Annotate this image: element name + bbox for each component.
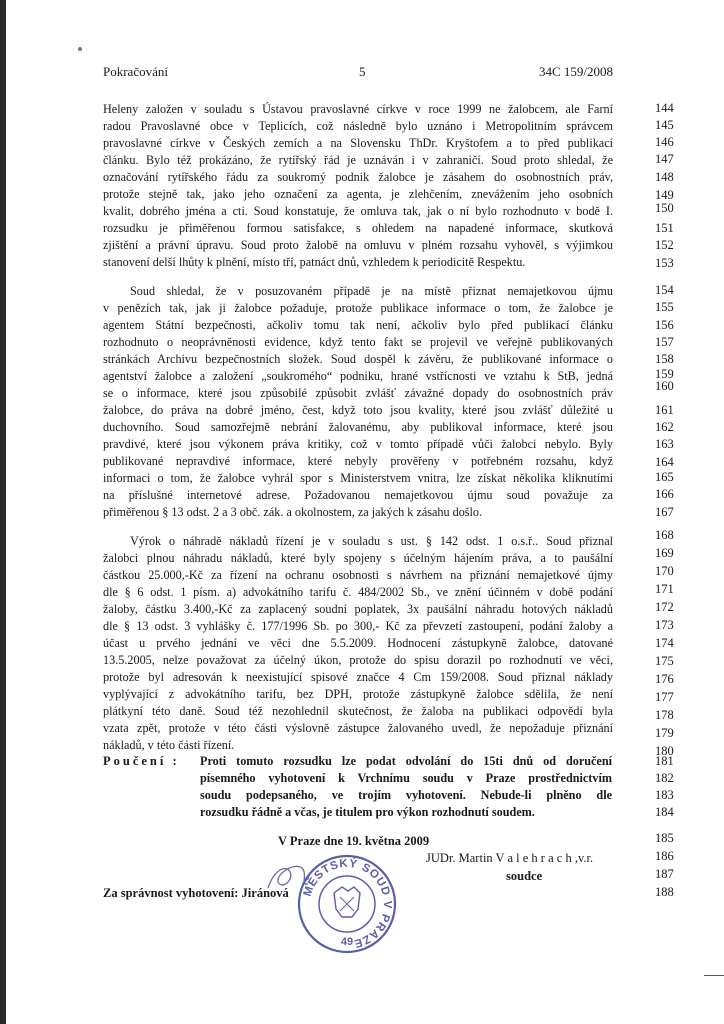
text-line: účast u prvého jednání ve věci dne 5.5.2009. Hodnocení zástupkyně žalobce, datované xyxy=(103,636,613,650)
pouceni-line: soudu podepsaného, ve trojím vyhotovení. Nebude-li plněno dle xyxy=(200,788,612,802)
text-line: žaloby, částku 3.400,-Kč za zaplacený soudní poplatek, 3x paušální náhradu hotových nákladů xyxy=(103,602,613,616)
line-number: 163 xyxy=(655,437,674,451)
text-line: agentem Státní bezpečnosti, ačkoliv tomu tak není, ačkoliv bylo před publikací článku xyxy=(103,318,613,332)
line-number: 186 xyxy=(655,849,674,863)
line-number: 154 xyxy=(655,283,674,297)
text-line: označování rytířského řádu za soukromý podnik žalobce je zásahem do osobnostních práv, xyxy=(103,170,613,184)
text-line: pravoslavné církve v Českých zemích a na Slovensku ThDr. Kryštofem a to před publikací xyxy=(103,136,613,150)
line-number: 180 xyxy=(655,744,674,758)
line-number: 188 xyxy=(655,885,674,899)
line-number: 184 xyxy=(655,805,674,819)
line-number: 144 xyxy=(655,101,674,115)
line-number: 155 xyxy=(655,300,674,314)
line-number: 183 xyxy=(655,788,674,802)
line-number: 187 xyxy=(655,867,674,881)
line-number: 164 xyxy=(655,455,674,469)
text-line: dle § 6 odst. 1 písm. a) advokátního tarifu č. 484/2002 Sb., ve znění účinném v době podání xyxy=(103,585,613,599)
line-number: 165 xyxy=(655,470,674,484)
text-line: přiměřenou § 13 odst. 2 a 3 obč. zák. a okolnostem, za jakých k zásahu došlo. xyxy=(103,505,483,519)
text-line: v penězích tak, jak ji žalobce požaduje, protože publikace informace o tom, že žalobce je xyxy=(103,301,613,315)
line-number: 149 xyxy=(655,188,674,202)
line-number: 147 xyxy=(655,152,674,166)
line-number: 162 xyxy=(655,420,674,434)
court-stamp xyxy=(296,853,398,955)
text-line: rozsudku je přiměřenou formou satisfakce, s ohledem na napadené informace, skutková xyxy=(103,221,613,235)
line-number: 179 xyxy=(655,726,674,740)
line-number: 158 xyxy=(655,352,674,366)
text-line: duchovního. Soud samozřejmě nebrání žalovanému, aby publikoval informace, které jsou xyxy=(103,420,613,434)
text-line: Soud shledal, že v posuzovaném případě je na místě přiznat nemajetkovou újmu xyxy=(130,284,613,298)
text-line: částkou 25.000,-Kč za řízení na ochranu osobnosti s návrhem na přiznání nemajetkové újmy xyxy=(103,568,613,582)
text-line: vyplývající z advokátního tarifu, bez DPH, protože zástupkyně žalobce sdělila, že není xyxy=(103,687,613,701)
line-number: 168 xyxy=(655,528,674,542)
line-number: 182 xyxy=(655,771,674,785)
pouceni-line: Proti tomuto rozsudku lze podat odvolání do 15ti dnů od doručení xyxy=(200,754,612,768)
text-line: žalobce, do práva na dobré jméno, čest, když toto jsou kvality, které jsou zvlášť důležité u xyxy=(103,403,613,417)
attestation: Za správnost vyhotovení: Jiránová xyxy=(103,886,289,900)
line-number: 175 xyxy=(655,654,674,668)
line-number: 151 xyxy=(655,221,674,235)
pouceni-label: Poučení : xyxy=(103,754,180,768)
text-line: protože stejně tak, jako jeho označení za agenta, je zlehčením, znevážením jeho osobních xyxy=(103,187,613,201)
pouceni-line: písemného vyhotovení k Vrchnímu soudu v Praze prostřednictvím xyxy=(200,771,612,785)
scan-mark xyxy=(704,975,724,976)
text-line: zjištění a právní úpravu. Soud proto žalobě na omluvu v plném rozsahu vyhověl, s výjimkou xyxy=(103,238,613,252)
text-line: publikované nepravdivé informace, které nebyly prověřeny v potřebném rozsahu, když xyxy=(103,454,613,468)
scan-speck xyxy=(78,47,82,51)
text-line: se o informace, které jsou způsobilé způsobit zvlášť závažné dopady do osobnostních práv xyxy=(103,386,613,400)
line-number: 150 xyxy=(655,201,674,215)
line-number: 171 xyxy=(655,582,674,596)
text-line: Výrok o náhradě nákladů řízení je v souladu s ust. § 142 odst. 1 o.s.ř.. Soud přiznal xyxy=(130,534,613,548)
text-line: agentství žalobce a založení „soukromého“ podniku, hrané vstřícnosti ve vztahu k StB, jedná xyxy=(103,369,613,383)
line-number: 157 xyxy=(655,335,674,349)
line-number: 166 xyxy=(655,487,674,501)
header-page-number: 5 xyxy=(359,64,366,79)
stamp-number: 49 xyxy=(340,936,354,948)
place-date: V Praze dne 19. května 2009 xyxy=(278,834,430,848)
text-line: žalobci plnou náhradu nákladů, které byly spojeny s účelným hájením práva, a to paušální xyxy=(103,551,613,565)
line-number: 177 xyxy=(655,690,674,704)
line-number: 153 xyxy=(655,256,674,270)
scan-edge xyxy=(0,0,6,1024)
line-number: 145 xyxy=(655,118,674,132)
text-line: stránkách Archivu bezpečnostních složek. Soud dospěl k závěru, že publikované informace o xyxy=(103,352,613,366)
text-line: Heleny založen v souladu s Ústavou pravoslavné církve v roce 1999 ne žalobcem, ale Farní xyxy=(103,102,613,116)
line-number: 152 xyxy=(655,238,674,252)
text-line: plátkyní této daně. Soud též nezohlednil skutečnost, že žaloba na publikaci odpovědi byla xyxy=(103,704,613,718)
line-number: 160 xyxy=(655,379,674,393)
judge-role: soudce xyxy=(506,869,543,883)
line-number: 156 xyxy=(655,318,674,332)
line-number: 146 xyxy=(655,135,674,149)
text-line: informaci o tom, že žalobce vyhrál spor s Ministerstvem vnitra, lze získat několika kliknutími xyxy=(103,471,613,485)
line-number: 185 xyxy=(655,831,674,845)
text-line: 13.5.2005, nelze považovat za účelný úkon, protože do spisu dorazil po rozhodnutí ve věci, xyxy=(103,653,613,667)
text-line: rozhodnuto o neoprávněnosti evidence, když tento fakt se projevil ve veřejně publikovaných xyxy=(103,335,613,349)
line-number: 181 xyxy=(655,754,674,768)
line-number: 161 xyxy=(655,403,674,417)
line-number: 174 xyxy=(655,636,674,650)
line-number: 178 xyxy=(655,708,674,722)
line-number: 173 xyxy=(655,618,674,632)
text-line: protože byl adresován k neexistující spisové značce 4 Cm 159/2008. Soud přiznal náklady xyxy=(103,670,613,684)
judge-name: JUDr. Martin V a l e h r a c h ,v.r. xyxy=(426,851,594,865)
line-number: 167 xyxy=(655,505,674,519)
stamp-text: MĚSTSKÝ SOUD V PRAZE xyxy=(301,857,394,950)
line-number: 176 xyxy=(655,672,674,686)
text-line: pravdivé, které jsou výkonem práva kritiky, což v tomto případě vůči žalobci nebylo. Byly xyxy=(103,437,613,451)
text-line: stanovení delší lhůty k plnění, místo tří, patnáct dnů, vzhledem k periodicitě Respektu. xyxy=(103,255,526,269)
line-number: 159 xyxy=(655,367,674,381)
text-line: na příslušné internetové adrese. Požadovanou nemajetkovou újmu soud považuje za xyxy=(103,488,613,502)
page-header xyxy=(103,64,613,80)
text-line: článku. Bylo též prokázáno, že rytířský řád je uznáván i v zahraničí. Soud proto shledal, že xyxy=(103,153,613,167)
pouceni-line: rozsudku řádně a včas, je titulem pro výkon rozhodnutí soudem. xyxy=(200,805,535,819)
line-number: 148 xyxy=(655,170,674,184)
text-line: vzata zpět, protože v této části výslovně zástupce žalovaného uvedl, že nepožaduje přiznání xyxy=(103,721,613,735)
text-line: radou Pravoslavné obce v Teplicích, což následně bylo uznáno i Metropolitním správcem xyxy=(103,119,613,133)
text-line: kvalit, dobrého jména a cti. Soud konstatuje, že omluva tak, jak o ní bylo rozhodnuto v bodě I. xyxy=(103,204,613,218)
line-number: 170 xyxy=(655,564,674,578)
text-line: dle § 13 odst. 3 vyhlášky č. 177/1996 Sb. po 300,- Kč za převzetí zastoupení, podání žaloby a xyxy=(103,619,613,633)
header-case-number: 34C 159/2008 xyxy=(538,64,613,79)
header-continuation: Pokračování xyxy=(103,64,168,79)
text-line: nákladů, v této části řízení. xyxy=(103,738,235,752)
line-number: 169 xyxy=(655,546,674,560)
line-number: 172 xyxy=(655,600,674,614)
